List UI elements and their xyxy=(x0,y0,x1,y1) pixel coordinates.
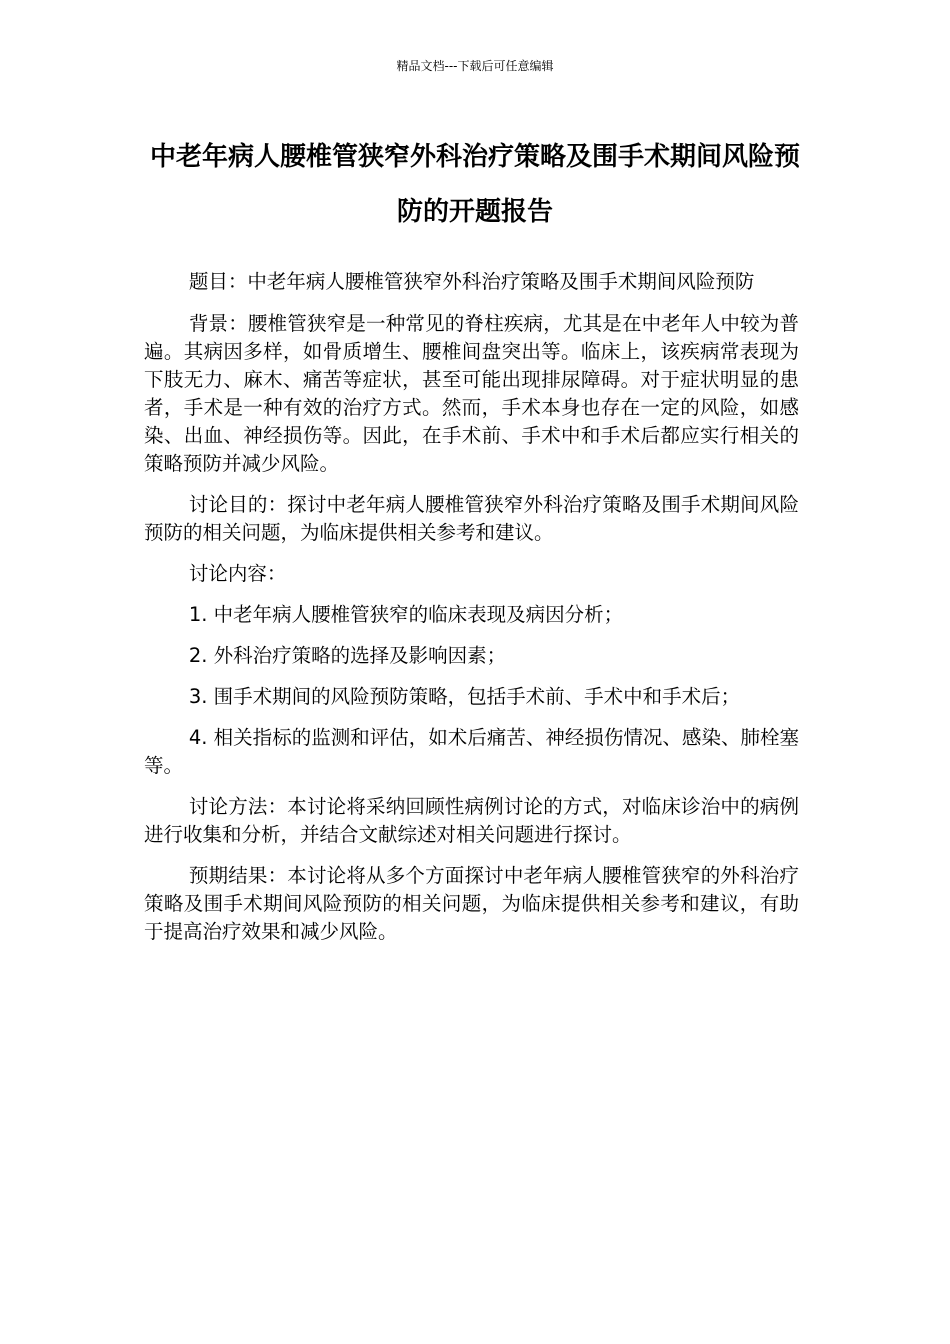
purpose-paragraph: 讨论目的：探讨中老年病人腰椎管狭窄外科治疗策略及围手术期间风险预防的相关问题，为临床提供相关参考和建议。 xyxy=(144,493,799,544)
content-item-4: 4. 相关指标的监测和评估，如术后痛苦、神经损伤情况、感染、肺栓塞等。 xyxy=(144,726,799,777)
content-item-2: 2. 外科治疗策略的选择及影响因素； xyxy=(188,644,507,667)
document-body xyxy=(144,268,799,959)
topic-paragraph: 题目：中老年病人腰椎管狭窄外科治疗策略及围手术期间风险预防 xyxy=(188,270,755,293)
header-note: 精品文档---下载后可任意编辑 xyxy=(396,59,554,73)
document-title: 中老年病人腰椎管狭窄外科治疗策略及围手术期间风险预防的开题报告 xyxy=(149,142,800,227)
method-paragraph: 讨论方法：本讨论将采纳回顾性病例讨论的方式，对临床诊治中的病例进行收集和分析，并结合文献综述对相关问题进行探讨。 xyxy=(144,795,799,846)
content-item-3: 3. 围手术期间的风险预防策略，包括手术前、手术中和手术后； xyxy=(188,685,741,708)
background-paragraph: 背景：腰椎管狭窄是一种常见的脊柱疾病，尤其是在中老年人中较为普遍。其病因多样，如骨质增生、腰椎间盘突出等。临床上，该疾病常表现为下肢无力、麻木、痛苦等症状，甚至可能出现排尿障碍。对于症状明显的患者，手术是一种有效的治疗方式。然而，手术本身也存在一定的风险，如感染、出血、神经损伤等。因此，在手术前、手术中和手术后都应实行相关的策略预防并减少风险。 xyxy=(144,312,799,475)
expected-results-paragraph: 预期结果：本讨论将从多个方面探讨中老年病人腰椎管狭窄的外科治疗策略及围手术期间风险预防的相关问题，为临床提供相关参考和建议，有助于提高治疗效果和减少风险。 xyxy=(144,864,799,943)
content-item-1: 1. 中老年病人腰椎管狭窄的临床表现及病因分析； xyxy=(188,603,624,626)
content-heading: 讨论内容： xyxy=(188,562,287,585)
